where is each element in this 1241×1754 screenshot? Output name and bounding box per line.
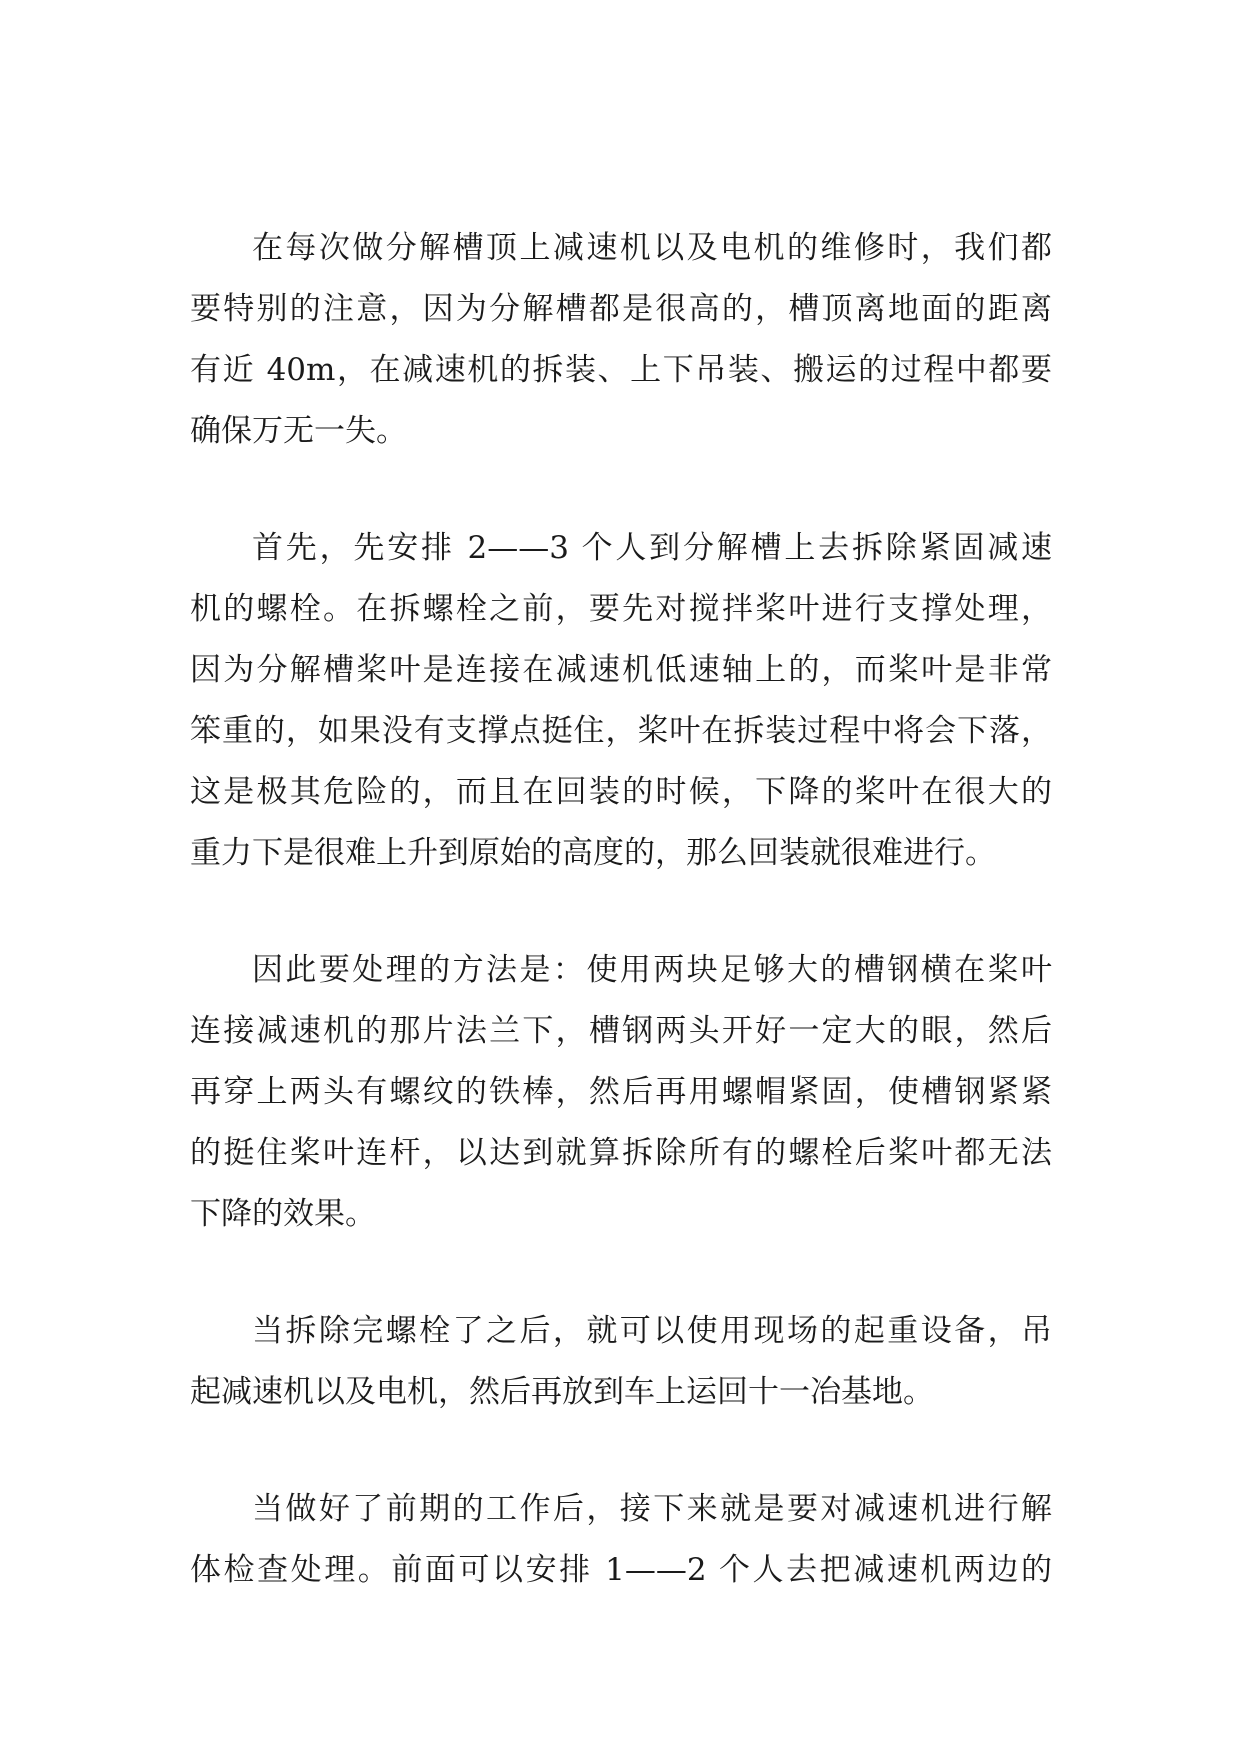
document-body: [190, 218, 1052, 1601]
paragraph-5: [190, 1479, 1052, 1601]
text-line: 因此要处理的方法是：使用两块足够大的槽钢横在桨叶: [252, 952, 1052, 988]
paragraph-4: [190, 1301, 1052, 1423]
text-line: 机的螺栓。在拆螺栓之前，要先对搅拌桨叶进行支撑处理，: [190, 591, 1052, 627]
text-line: 有近 40m，在减速机的拆装、上下吊装、搬运的过程中都要: [190, 352, 1052, 388]
text-line: 起减速机以及电机，然后再放到车上运回十一冶基地。: [190, 1374, 934, 1410]
text-line: 当拆除完螺栓了之后，就可以使用现场的起重设备，吊: [252, 1313, 1052, 1349]
text-line: 连接减速机的那片法兰下，槽钢两头开好一定大的眼，然后: [190, 1013, 1052, 1049]
text-line: 重力下是很难上升到原始的高度的，那么回装就很难进行。: [190, 835, 996, 871]
text-line: 再穿上两头有螺纹的铁棒，然后再用螺帽紧固，使槽钢紧紧: [190, 1074, 1052, 1110]
text-line: 当做好了前期的工作后，接下来就是要对减速机进行解: [252, 1491, 1052, 1527]
text-line: 体检查处理。前面可以安排 1——2 个人去把减速机两边的: [190, 1552, 1052, 1588]
text-line: 在每次做分解槽顶上减速机以及电机的维修时，我们都: [252, 230, 1052, 266]
text-line: 的挺住桨叶连杆，以达到就算拆除所有的螺栓后桨叶都无法: [190, 1135, 1052, 1171]
text-line: 确保万无一失。: [190, 413, 407, 449]
paragraph-1: [190, 218, 1052, 462]
paragraph-3: [190, 940, 1052, 1245]
text-line: 笨重的，如果没有支撑点挺住，桨叶在拆装过程中将会下落，: [190, 713, 1052, 749]
text-line: 要特别的注意，因为分解槽都是很高的，槽顶离地面的距离: [190, 291, 1052, 327]
text-line: 这是极其危险的，而且在回装的时候，下降的桨叶在很大的: [190, 774, 1052, 810]
text-line: 首先，先安排 2——3 个人到分解槽上去拆除紧固减速: [252, 530, 1052, 566]
text-line: 下降的效果。: [190, 1196, 376, 1232]
paragraph-2: [190, 518, 1052, 884]
text-line: 因为分解槽桨叶是连接在减速机低速轴上的，而桨叶是非常: [190, 652, 1052, 688]
